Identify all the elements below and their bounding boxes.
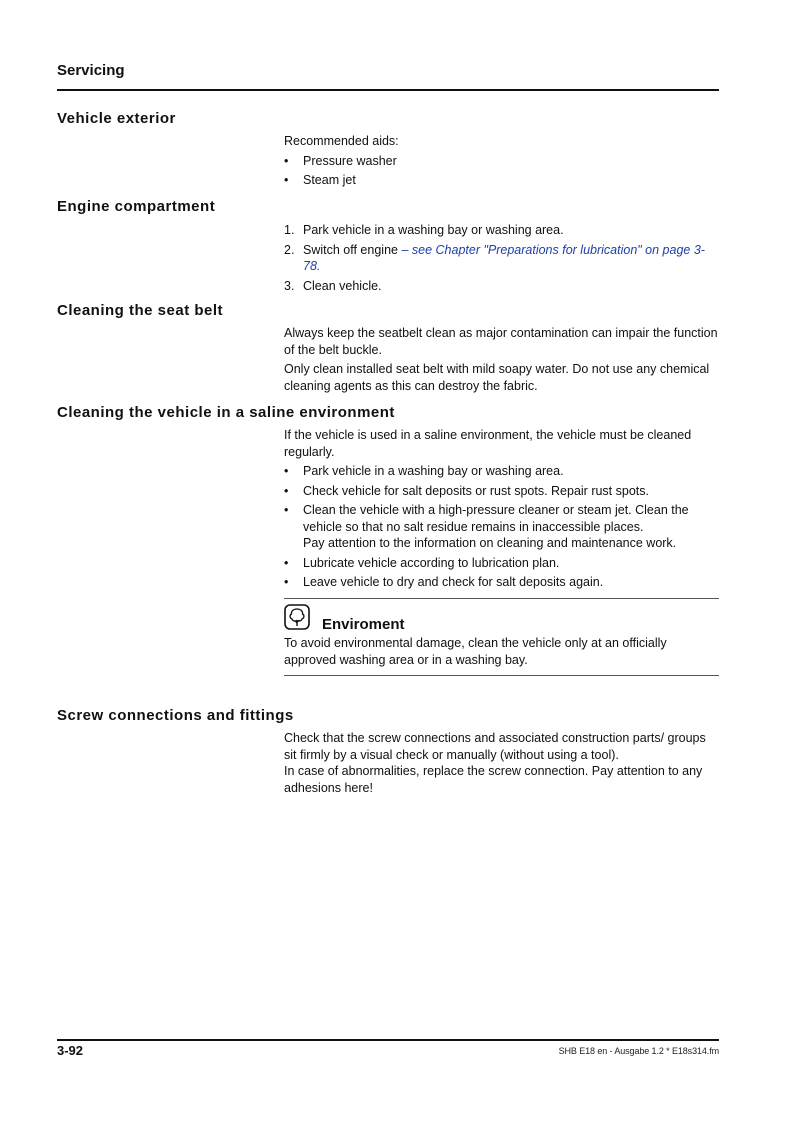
chapter-link[interactable]: – see Chapter "Preparations for lubrication" on page 3-78.: [303, 242, 705, 273]
screw-connections-heading: Screw connections and fittings: [57, 707, 294, 724]
footer-divider: [57, 1039, 719, 1041]
bullet-marker: •: [284, 464, 289, 478]
note-bottom-rule: [284, 675, 719, 676]
tree-icon: [284, 604, 310, 630]
bullet-marker: •: [284, 555, 289, 570]
seat-belt-paragraph: Always keep the seatbelt clean as major contamination can impair the function of the belt buckle.: [284, 326, 718, 357]
engine-compartment-steps: [284, 222, 720, 294]
seat-belt-heading: Cleaning the seat belt: [57, 302, 224, 319]
bullet-marker: •: [284, 173, 289, 187]
step-item: 1. Park vehicle in a washing bay or washing area.: [284, 223, 564, 237]
list-item: • Clean the vehicle with a high-pressure cleaner or steam jet. Clean the vehicle so that no salt residue remains in inaccessible places. Pay attention to the information on cleaning and maintenance work.: [284, 503, 689, 550]
bullet-marker: •: [284, 153, 289, 168]
list-item: • Steam jet: [284, 173, 356, 187]
list-item: • Pressure washer: [284, 153, 397, 168]
step-item: 2. Switch off engine – see Chapter "Preparations for lubrication" on page 3-78.: [284, 242, 705, 273]
document-reference: SHB E18 en - Ausgabe 1.2 * E18s314.fm: [558, 1046, 719, 1056]
vehicle-exterior-heading: Vehicle exterior: [57, 110, 176, 127]
screw-connections-text: Check that the screw connections and associated construction parts/ groups sit firmly by a visual check or manually (without using a tool). In case of abnormalities, replace the screw connection. Pay attention to any adhesions here!: [284, 731, 706, 795]
bullet-marker: •: [284, 483, 289, 498]
seat-belt-section: [284, 325, 720, 394]
list-item: • Check vehicle for salt deposits or rust spots. Repair rust spots.: [284, 483, 649, 498]
screw-connections-section: [284, 730, 720, 796]
engine-compartment-heading: Engine compartment: [57, 198, 216, 215]
step-item: 3. Clean vehicle.: [284, 278, 382, 293]
list-item: • Lubricate vehicle according to lubrication plan.: [284, 555, 560, 570]
seat-belt-paragraph: Only clean installed seat belt with mild soapy water. Do not use any chemical cleaning agents as this can destroy the fabric.: [284, 362, 710, 393]
note-title: Enviroment: [322, 616, 405, 633]
note-text: To avoid environmental damage, clean the vehicle only at an officially approved washing area or in a washing bay.: [284, 636, 667, 667]
bullet-marker: •: [284, 503, 289, 517]
page-number: 3-92: [57, 1043, 84, 1058]
list-item: • Leave vehicle to dry and check for salt deposits again.: [284, 575, 604, 589]
header-divider: [57, 89, 719, 91]
note-top-rule: [284, 598, 719, 599]
list-item: • Park vehicle in a washing bay or washing area.: [284, 464, 564, 478]
recommended-aids-intro: Recommended aids:: [284, 134, 399, 148]
vehicle-exterior-section: [284, 133, 720, 189]
page-header-title: Servicing: [57, 62, 125, 79]
saline-environment-heading: Cleaning the vehicle in a saline environment: [57, 404, 395, 421]
saline-intro: If the vehicle is used in a saline environment, the vehicle must be cleaned regularly.: [284, 428, 692, 459]
bullet-marker: •: [284, 575, 289, 589]
saline-environment-section: [284, 427, 720, 591]
